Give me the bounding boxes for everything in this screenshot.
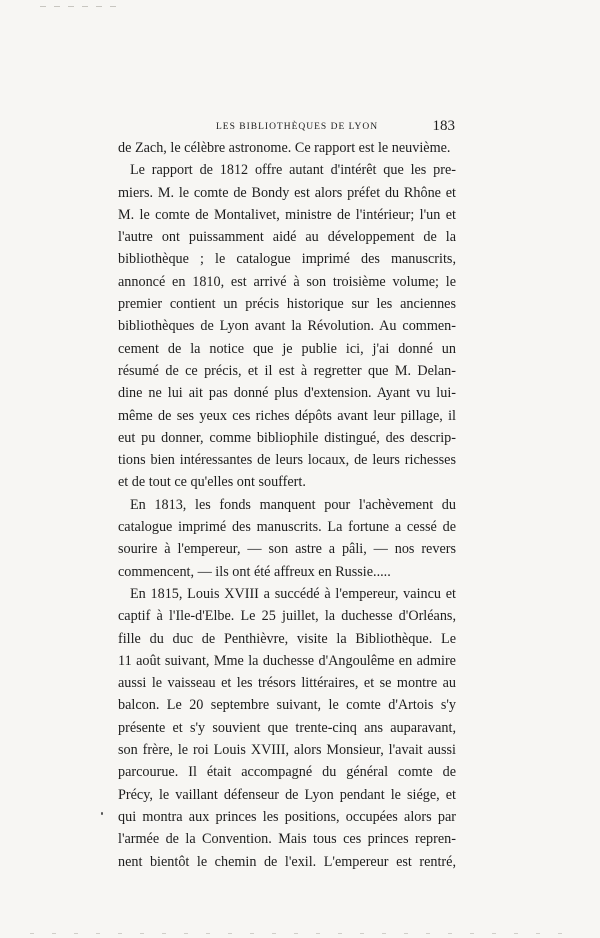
text-line: captif à l'Ile-d'Elbe. Le 25 juillet, la duchesse d'Orléans, — [118, 608, 456, 625]
text-line: catalogue imprimé des manuscrits. La fortune a cessé de — [118, 519, 456, 536]
page-number: 183 — [432, 118, 455, 134]
text-line: présente et s'y souvient que trente-cinq ans auparavant, — [118, 719, 456, 736]
text-line: commencent, — ils ont été affreux en Russie..... — [118, 563, 391, 580]
text-line: qui montra aux princes les positions, occupées alors par — [118, 808, 456, 825]
text-line: son frère, le roi Louis XVIII, alors Monsieur, l'avait aussi — [118, 742, 456, 759]
text-line: eut pu donner, comme bibliophile distingué, des descrip- — [118, 429, 456, 446]
scan-artifact-top — [40, 6, 120, 7]
text-line: l'armée de la Convention. Mais tous ces princes repren- — [118, 831, 456, 848]
text-line: annoncé en 1810, est arrivé à son troisième volume; le — [118, 273, 456, 290]
text-line: et de tout ce qu'elles ont souffert. — [118, 474, 306, 491]
text-line: bibliothèques de Lyon avant la Révolution. Au commen- — [118, 318, 456, 335]
text-line: nent bientôt le chemin de l'exil. L'empereur est rentré, — [118, 853, 456, 870]
body-text — [118, 137, 456, 873]
text-line: sourire à l'empereur, — son astre a pâli, — nos revers — [118, 541, 456, 558]
text-line: bibliothèque ; le catalogue imprimé des manuscrits, — [118, 251, 456, 268]
text-line: miers. M. le comte de Bondy est alors préfet du Rhône et — [118, 184, 456, 201]
text-line: aussi le vaisseau et les trésors littéraires, et se montre au — [118, 675, 456, 692]
text-line: dine ne lui ait pas donné plus d'extension. Ayant vu lui- — [118, 385, 456, 402]
text-line: tions bien intéressantes de leurs locaux, de leurs richesses — [118, 452, 456, 469]
text-line: En 1813, les fonds manquent pour l'achèvement du — [130, 496, 456, 513]
text-line: En 1815, Louis XVIII a succédé à l'empereur, vaincu et — [130, 585, 456, 602]
text-line: Le rapport de 1812 offre autant d'intérêt que les pre- — [130, 162, 456, 179]
scan-artifact-bottom — [30, 933, 570, 934]
text-line: fille du duc de Penthièvre, visite la Bibliothèque. Le — [118, 630, 456, 647]
text-line: résumé de ce précis, et il est à regretter que M. Delan- — [118, 362, 456, 379]
text-line: 11 août suivant, Mme la duchesse d'Angoulême en admire — [118, 652, 456, 669]
text-line: même de ses yeux ces riches dépôts avant leur pillage, il — [118, 407, 456, 424]
text-line: Précy, le vaillant défenseur de Lyon pendant le siége, et — [118, 786, 456, 803]
ink-speck — [101, 812, 103, 815]
running-title: LES BIBLIOTHÈQUES DE LYON — [216, 122, 379, 132]
text-line: parcourue. Il était accompagné du général comte de — [118, 764, 456, 781]
text-line: M. le comte de Montalivet, ministre de l'intérieur; l'un et — [118, 206, 456, 223]
text-line: balcon. Le 20 septembre suivant, le comte d'Artois s'y — [118, 697, 456, 714]
text-line: l'autre ont puissamment aidé au développement de la — [118, 229, 456, 246]
text-line: premier contient un précis historique sur les anciennes — [118, 296, 456, 313]
text-line: cement de la notice que je publie ici, j'ai donné un — [118, 340, 456, 357]
running-head — [198, 118, 488, 138]
text-line: de Zach, le célèbre astronome. Ce rapport est le neuvième. — [118, 140, 451, 156]
